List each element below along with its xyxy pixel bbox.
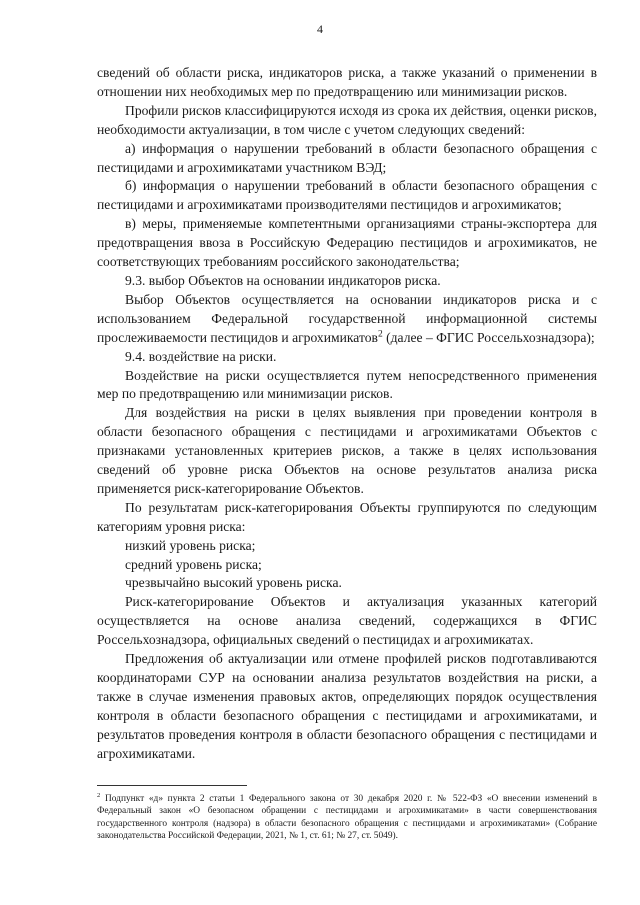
paragraph-with-footnote: [97, 291, 597, 348]
paragraph-text-continued: (далее – ФГИС Россельхознадзора);: [386, 329, 595, 345]
footnote-divider: [97, 785, 247, 786]
list-item: а) информация о нарушении требований в области безопасного обращения с пестицидами и агрохимикатами участником ВЭД;: [97, 140, 597, 175]
page-number: 4: [317, 22, 323, 36]
list-item: средний уровень риска;: [125, 556, 262, 572]
list-item: в) меры, применяемые компетентными организациями страны-экспортера для предотвращения ввоза в Российскую Федерацию пестицидов и агрохимикатов, не соответствующих требованиям российского законодательства;: [97, 216, 597, 270]
list-item: чрезвычайно высокий уровень риска.: [125, 575, 342, 591]
paragraph: Профили рисков классифицируются исходя из срока их действия, оценки рисков, необходимости актуализации, в том числе с учетом следующих сведений:: [97, 102, 597, 137]
section-heading: 9.4. воздействие на риски.: [125, 348, 277, 364]
paragraph: Воздействие на риски осуществляется путем непосредственного применения мер по предотвращению или минимизации рисков.: [97, 367, 597, 402]
paragraph: По результатам риск-категорирования Объекты группируются по следующим категориям уровня риска:: [97, 499, 597, 534]
paragraph: Риск-категорирование Объектов и актуализация указанных категорий осуществляется на основе анализа сведений, содержащихся в ФГИС Россельхознадзора, официальных сведений о пестицидах и агрохимикатах.: [97, 594, 597, 648]
section-heading: 9.3. выбор Объектов на основании индикаторов риска.: [125, 272, 441, 288]
paragraph: сведений об области риска, индикаторов риска, а также указаний о применении в отношении них необходимых мер по предотвращению или минимизации рисков.: [97, 65, 597, 99]
paragraph: Для воздействия на риски в целях выявления при проведении контроля в области безопасного обращения с пестицидами и агрохимикатами Объектов с признаками установленных критериев рисков, а также в целях использования сведений об уровне риска Объектов на основе результатов анализа риска применяется риск-категорирование Объектов.: [97, 405, 597, 496]
list-item: низкий уровень риска;: [125, 537, 256, 553]
footnote-reference[interactable]: 2: [377, 329, 383, 340]
footnote-marker: 2: [97, 791, 101, 799]
paragraph-text: Выбор Объектов осуществляется на основании индикаторов риска и с использованием Федеральной государственной информационной системы прослеживаемости пестицидов и агрохимикатов: [97, 291, 597, 345]
document-body: [97, 64, 597, 764]
footnote-text: Подпункт «д» пункта 2 статьи 1 Федерального закона от 30 декабря 2020 г. № 522-ФЗ «О внесении изменений в Федеральный закон «О безопасном обращении с пестицидами и агрохимикатами» в части совершенствования государственного контроля (надзора) в области безопасного обращения с пестицидами и агрохимикатами» (Собрание законодательства Российской Федерации, 2021, № 1, ст. 61; № 27, ст. 5049).: [97, 794, 597, 842]
paragraph: Предложения об актуализации или отмене профилей рисков подготавливаются координаторами СУР на основании анализа результатов воздействия на риски, а также в случае изменения правовых актов, определяющих порядок осуществления контроля в области безопасного обращения с пестицидами и агрохимикатами, и результатов проведения контроля в области безопасного обращения с пестицидами и агрохимикатами.: [97, 651, 597, 761]
list-item: б) информация о нарушении требований в области безопасного обращения с пестицидами и агрохимикатами производителями пестицидов и агрохимикатов;: [97, 178, 597, 213]
footnote: [97, 793, 597, 843]
